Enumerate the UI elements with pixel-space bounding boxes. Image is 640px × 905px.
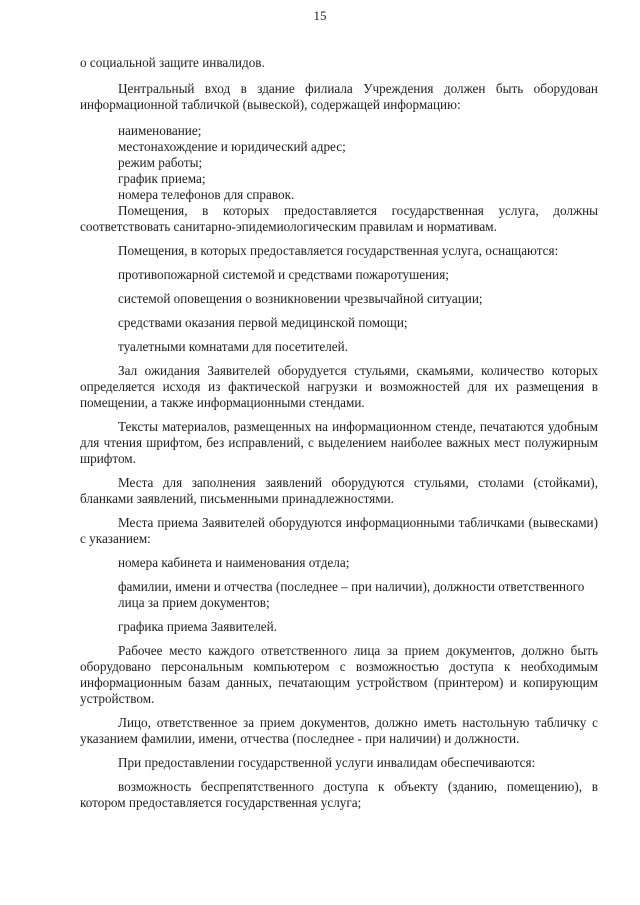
list-item-emergency-alert: системой оповещения о возникновении чрезвычайной ситуации; (118, 291, 483, 306)
list-item-reception-schedule: графика приема Заявителей. (118, 619, 277, 634)
paragraph-unobstructed-access: возможность беспрепятственного доступа к объекту (зданию, помещению), в котором предоставляется государственная услуга; (80, 779, 598, 810)
paragraph-reception-places: Места приема Заявителей оборудуются информационными табличками (вывесками) с указанием: (80, 515, 598, 546)
list-item-fire-system: противопожарной системой и средствами пожаротушения; (118, 267, 449, 282)
list-item-responsible-person: фамилии, имени и отчества (последнее – при наличии), должности ответственного лица за прием документов; (118, 579, 585, 610)
list-item-name: наименование; (118, 123, 202, 138)
paragraph-premises-norms: Помещения, в которых предоставляется государственная услуга, должны соответствовать санитарно-эпидемиологическим правилам и нормативам. (80, 203, 598, 234)
paragraph-continuation: о социальной защите инвалидов. (80, 55, 265, 70)
paragraph-form-filling-places: Места для заполнения заявлений оборудуются стульями, столами (стойками), бланками заявлений, письменными принадлежностями. (80, 475, 598, 506)
list-item-schedule: график приема; (118, 171, 206, 186)
document-body (80, 55, 598, 811)
list-item-address: местонахождение и юридический адрес; (118, 139, 346, 154)
paragraph-stand-texts: Тексты материалов, размещенных на информационном стенде, печатаются удобным для чтения шрифтом, без исправлений, с выделением наиболее важных мест полужирным шрифтом. (80, 419, 598, 466)
list-item-first-aid: средствами оказания первой медицинской помощи; (118, 315, 408, 330)
list-item-work-hours: режим работы; (118, 155, 203, 170)
paragraph-workplace: Рабочее место каждого ответственного лица за прием документов, должно быть оборудовано персональным компьютером с возможностью доступа к необходимым информационным базам данных, печатающим устройством (принтером) и копирующим устройством. (80, 643, 598, 706)
paragraph-entrance-sign: Центральный вход в здание филиала Учреждения должен быть оборудован информационной табличкой (вывеской), содержащей информацию: (80, 81, 598, 112)
list-item-toilets: туалетными комнатами для посетителей. (118, 339, 348, 354)
page-number: 15 (313, 8, 327, 23)
paragraph-desk-sign: Лицо, ответственное за прием документов, должно иметь настольную табличку с указанием фамилии, имени, отчества (последнее - при наличии) и должности. (80, 715, 598, 746)
paragraph-waiting-room: Зал ожидания Заявителей оборудуется стульями, скамьями, количество которых определяется исходя из фактической нагрузки и возможностей для их размещения в помещении, а также информационными стендами. (80, 363, 598, 410)
list-item-office-number: номера кабинета и наименования отдела; (118, 555, 350, 570)
paragraph-premises-equipment: Помещения, в которых предоставляется государственная услуга, оснащаются: (118, 243, 559, 258)
paragraph-disabled-access: При предоставлении государственной услуги инвалидам обеспечиваются: (118, 755, 536, 770)
list-item-phones: номера телефонов для справок. (118, 187, 295, 202)
